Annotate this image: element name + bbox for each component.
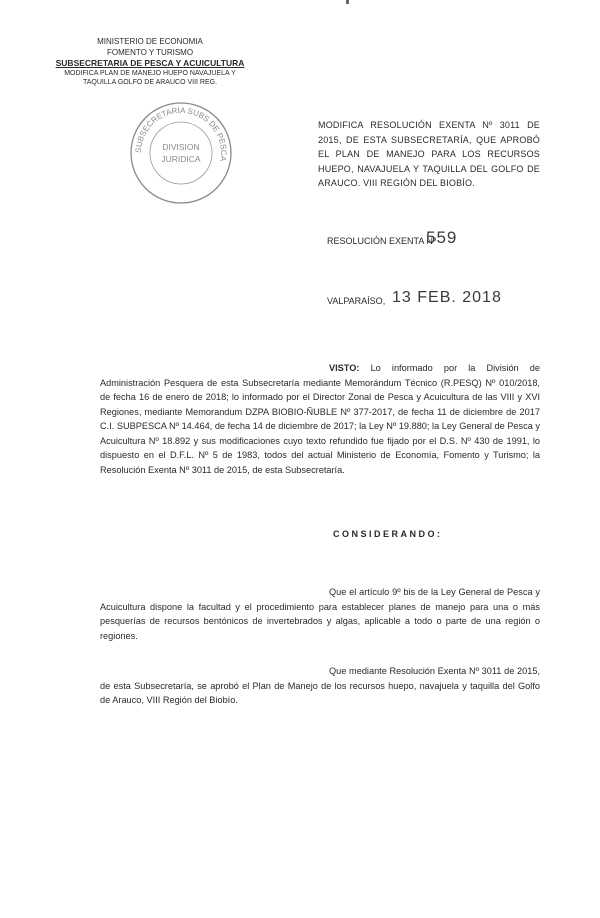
division-juridica-stamp bbox=[126, 98, 236, 208]
stamp-center-line-1: DIVISION bbox=[162, 142, 200, 152]
visto-paragraph bbox=[100, 361, 540, 477]
visto-text: Lo informado por la División de Administración Pesquera de esta Subsecretaría mediante Memorándum Técnico (R.PESQ) Nº 010/2018, de fecha 16 de enero de 2018; lo informado por el Director Zonal de Pesca y Acuicultura de las VIII y XVI Regiones, mediante Memorandum DZPA BIOBIO-ÑUBLE Nº 377-2017, de fecha 11 de diciembre de 2017 C.I. SUBPESCA Nº 14.464, de fecha 14 de diciembre de 2017; la Ley Nº 19.880; la Ley General de Pesca y Acuicultura Nº 18.892 y sus modificaciones cuyo texto refundido fue fijado por el D.S. Nº 430 de 1991, lo dispuesto en el D.F.L. Nº 5 de 1983, todos del actual Ministerio de Economía, Fomento y Turismo; la Resolución Exenta Nº 3011 de 2015, de esta Subsecretaría. bbox=[100, 363, 540, 475]
stamp-inner-ring bbox=[150, 122, 212, 184]
stamp-center-line-2: JURIDICA bbox=[161, 154, 201, 164]
scan-mark bbox=[346, 0, 349, 4]
considerando-p2-text: Que mediante Resolución Exenta Nº 3011 de 2015, de esta Subsecretaría, se aprobó el Plan de Manejo de los recursos huepo, navajuela y taquilla del Golfo de Arauco, VIII Región del Biobío. bbox=[100, 666, 540, 705]
date-stamp: 13 FEB. 2018 bbox=[392, 289, 502, 306]
header-line-3: SUBSECRETARIA DE PESCA Y ACUICULTURA bbox=[55, 58, 245, 68]
considerando-p1-text: Que el artículo 9º bis de la Ley General de Pesca y Acuicultura dispone la facultad y el procedimiento para establecer planes de manejo para una o más pesquerías de recursos bentónicos de invertebrados y algas, aplicable a todo o parte de una región o regiones. bbox=[100, 587, 540, 641]
resolution-number: 559 bbox=[426, 228, 458, 247]
stamp-outer-ring bbox=[131, 103, 231, 203]
header-line-1: MINISTERIO DE ECONOMIA bbox=[97, 37, 203, 46]
considerando-heading: CONSIDERANDO: bbox=[333, 529, 443, 539]
header-line-5: TAQUILLA GOLFO DE ARAUCO VIII REG. bbox=[82, 79, 218, 86]
considerando-paragraph-1 bbox=[100, 585, 540, 643]
resolution-label: RESOLUCIÓN EXENTA Nº bbox=[327, 236, 437, 246]
stamp-ring-text: SUBSECRETARIA SUBS DE PESCA bbox=[133, 105, 229, 162]
resolution-subject: MODIFICA RESOLUCIÓN EXENTA Nº 3011 DE 2015, DE ESTA SUBSECRETARÍA, QUE APROBÓ EL PLAN DE MANEJO PARA LOS RECURSOS HUEPO, NAVAJUELA Y TAQUILLA DEL GOLFO DE ARAUCO. VIII REGIÓN DEL BIOBÍO. bbox=[318, 120, 540, 189]
ministry-header bbox=[40, 36, 260, 87]
header-line-2: FOMENTO Y TURISMO bbox=[106, 48, 194, 57]
considerando-paragraph-2 bbox=[100, 664, 540, 708]
header-line-4: MODIFICA PLAN DE MANEJO HUEPO NAVAJUELA Y bbox=[64, 70, 236, 77]
place: VALPARAÍSO, bbox=[327, 296, 386, 306]
visto-keyword: VISTO: bbox=[329, 363, 360, 373]
